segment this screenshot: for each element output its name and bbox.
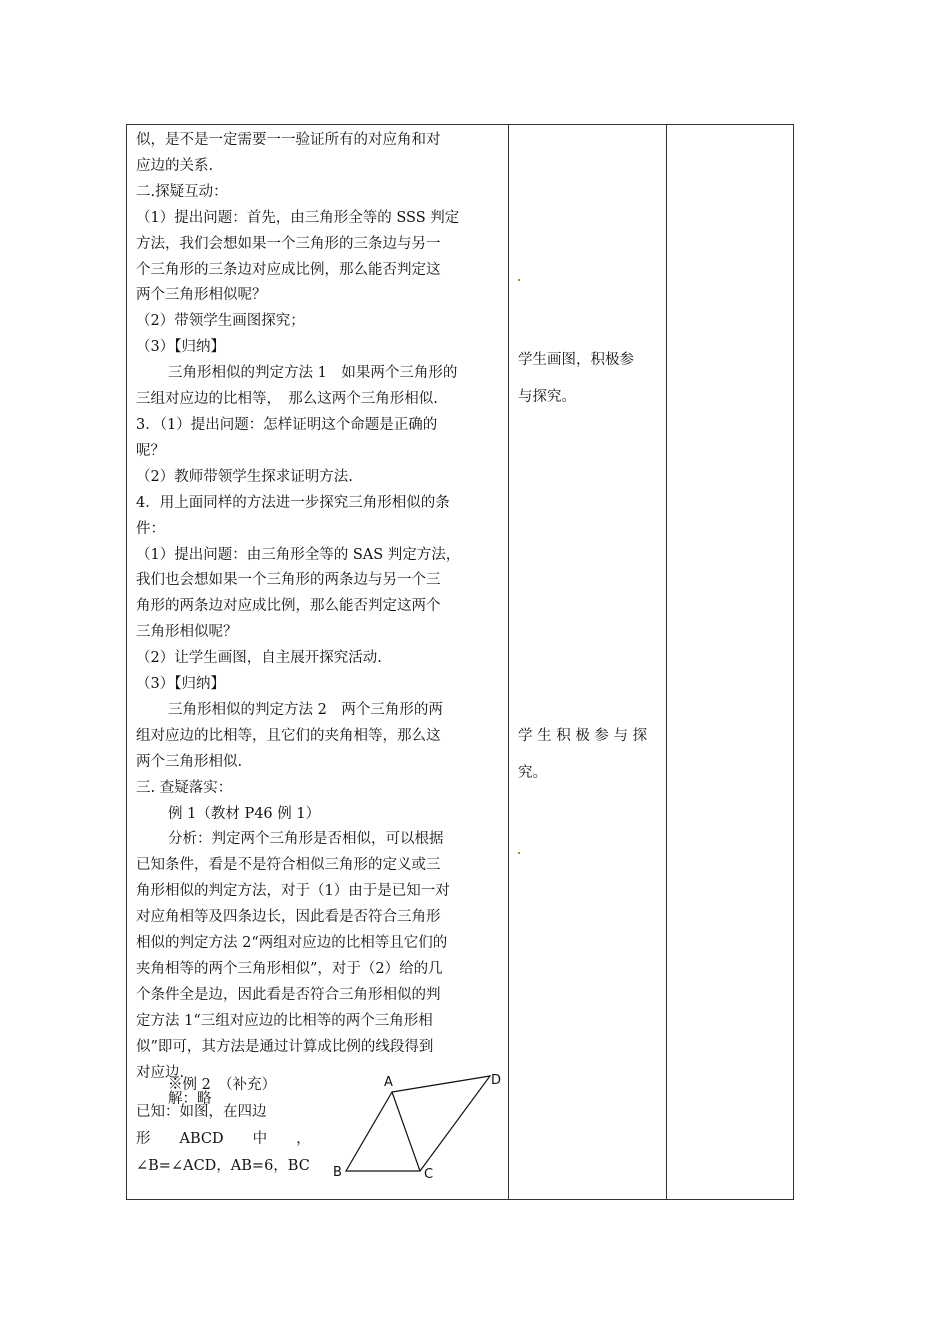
body-text-line: 三组对应边的比相等， 那么这两个三角形相似.: [136, 391, 438, 408]
body-text-line: 三角形相似的判定方法 1 如果两个三角形的: [168, 365, 458, 382]
vertex-label-c: C: [424, 1167, 434, 1182]
body-text-line: 个条件全是边，因此看是否符合三角形相似的判: [136, 986, 441, 1003]
stray-mark: [518, 279, 520, 281]
body-text-line: 3．（1）提出问题：怎样证明这个命题是正确的: [136, 416, 438, 433]
body-text-line: 相似的判定方法 2“两组对应边的比相等且它们的: [136, 935, 448, 952]
body-text-line: 两个三角形相似呢？: [136, 287, 267, 304]
body-text-line: 分析：判定两个三角形是否相似，可以根据: [168, 831, 444, 848]
body-text-line: 对应边.: [136, 1064, 185, 1081]
example-2-line-2: 形 ABCD 中 ，: [136, 1131, 311, 1147]
body-text-line: 三角形相似的判定方法 2 两个三角形的两: [168, 701, 443, 718]
example-2-line-3: ∠B=∠ACD，AB=6，BC: [136, 1158, 310, 1174]
column-divider-1: [508, 124, 509, 1200]
body-text-line: （2）让学生画图，自主展开探究活动.: [136, 650, 382, 667]
body-text-line: （3）【归纳】: [136, 676, 225, 693]
body-text-line: （2）带领学生画图探究；: [136, 313, 305, 330]
body-text-line: 夹角相等的两个三角形相似”，对于（2）给的几: [136, 961, 443, 977]
body-text-line: 件：: [136, 520, 165, 537]
stray-mark: [518, 852, 520, 854]
example-2-title: ※例 2 （补充）: [168, 1077, 277, 1093]
student-activity-line: 究。: [518, 765, 547, 781]
column-divider-2: [666, 124, 667, 1200]
diagonal-ac: [392, 1092, 420, 1171]
body-text-line: 解：略: [168, 1090, 212, 1107]
body-text-line: 似，是不是一定需要一一验证所有的对应角和对: [136, 132, 441, 148]
example-2-line-1: 已知：如图，在四边: [136, 1104, 267, 1120]
body-text-line: 应边的关系.: [136, 157, 214, 174]
vertex-label-d: D: [491, 1073, 502, 1088]
quadrilateral-outline: [346, 1076, 490, 1171]
body-text-line: 角形相似的判定方法，对于（1）由于是已知一对: [136, 883, 450, 900]
body-text-line: 二.探疑互动：: [136, 183, 228, 200]
body-text-line: （1）提出问题：由三角形全等的 SAS 判定方法，: [136, 546, 461, 563]
quadrilateral-abcd-figure: [328, 1068, 508, 1183]
body-text-line: 已知条件，看是不是符合相似三角形的定义或三: [136, 857, 441, 874]
body-text-line: 我们也会想如果一个三角形的两条边与另一个三: [136, 572, 441, 589]
body-text-line: 似”即可，其方法是通过计算成比例的线段得到: [136, 1038, 434, 1055]
body-text-line: 定方法 1“三组对应边的比相等的两个三角形相: [136, 1012, 433, 1029]
vertex-label-b: B: [333, 1165, 342, 1180]
body-text-line: 三角形相似呢？: [136, 624, 238, 641]
student-activity-line: 学生画图，积极参: [518, 352, 634, 368]
body-text-line: 例 1（教材 P46 例 1）: [168, 805, 321, 822]
body-text-line: 组对应边的比相等，且它们的夹角相等，那么这: [136, 727, 441, 744]
teaching-process-column: [136, 128, 504, 1112]
body-text-line: 对应角相等及四条边长，因此看是否符合三角形: [136, 909, 441, 926]
body-text-line: 三. 查疑落实：: [136, 779, 233, 796]
student-activity-line: 学 生 积 极 参 与 探: [518, 728, 648, 744]
example-2: [136, 1072, 346, 1180]
body-text-line: 4．用上面同样的方法进一步探究三角形相似的条: [136, 494, 450, 511]
body-text-line: 角形的两条边对应成比例，那么能否判定这两个: [136, 598, 441, 615]
body-text-line: （2）教师带领学生探求证明方法.: [136, 468, 353, 485]
student-activity-block-1: [518, 342, 660, 416]
body-text-line: 方法，我们会想如果一个三角形的三条边与另一: [136, 235, 441, 252]
student-activity-block-2: [518, 718, 660, 792]
body-text-line: （3）【归纳】: [136, 339, 225, 356]
student-activity-line: 与探究。: [518, 389, 576, 405]
body-text-line: 两个三角形相似.: [136, 753, 243, 770]
vertex-label-a: A: [384, 1075, 393, 1090]
body-text-line: （1）提出问题：首先，由三角形全等的 SSS 判定: [136, 209, 460, 226]
body-text-line: 呢？: [136, 442, 165, 459]
body-text-line: 个三角形的三条边对应成比例，那么能否判定这: [136, 261, 441, 278]
